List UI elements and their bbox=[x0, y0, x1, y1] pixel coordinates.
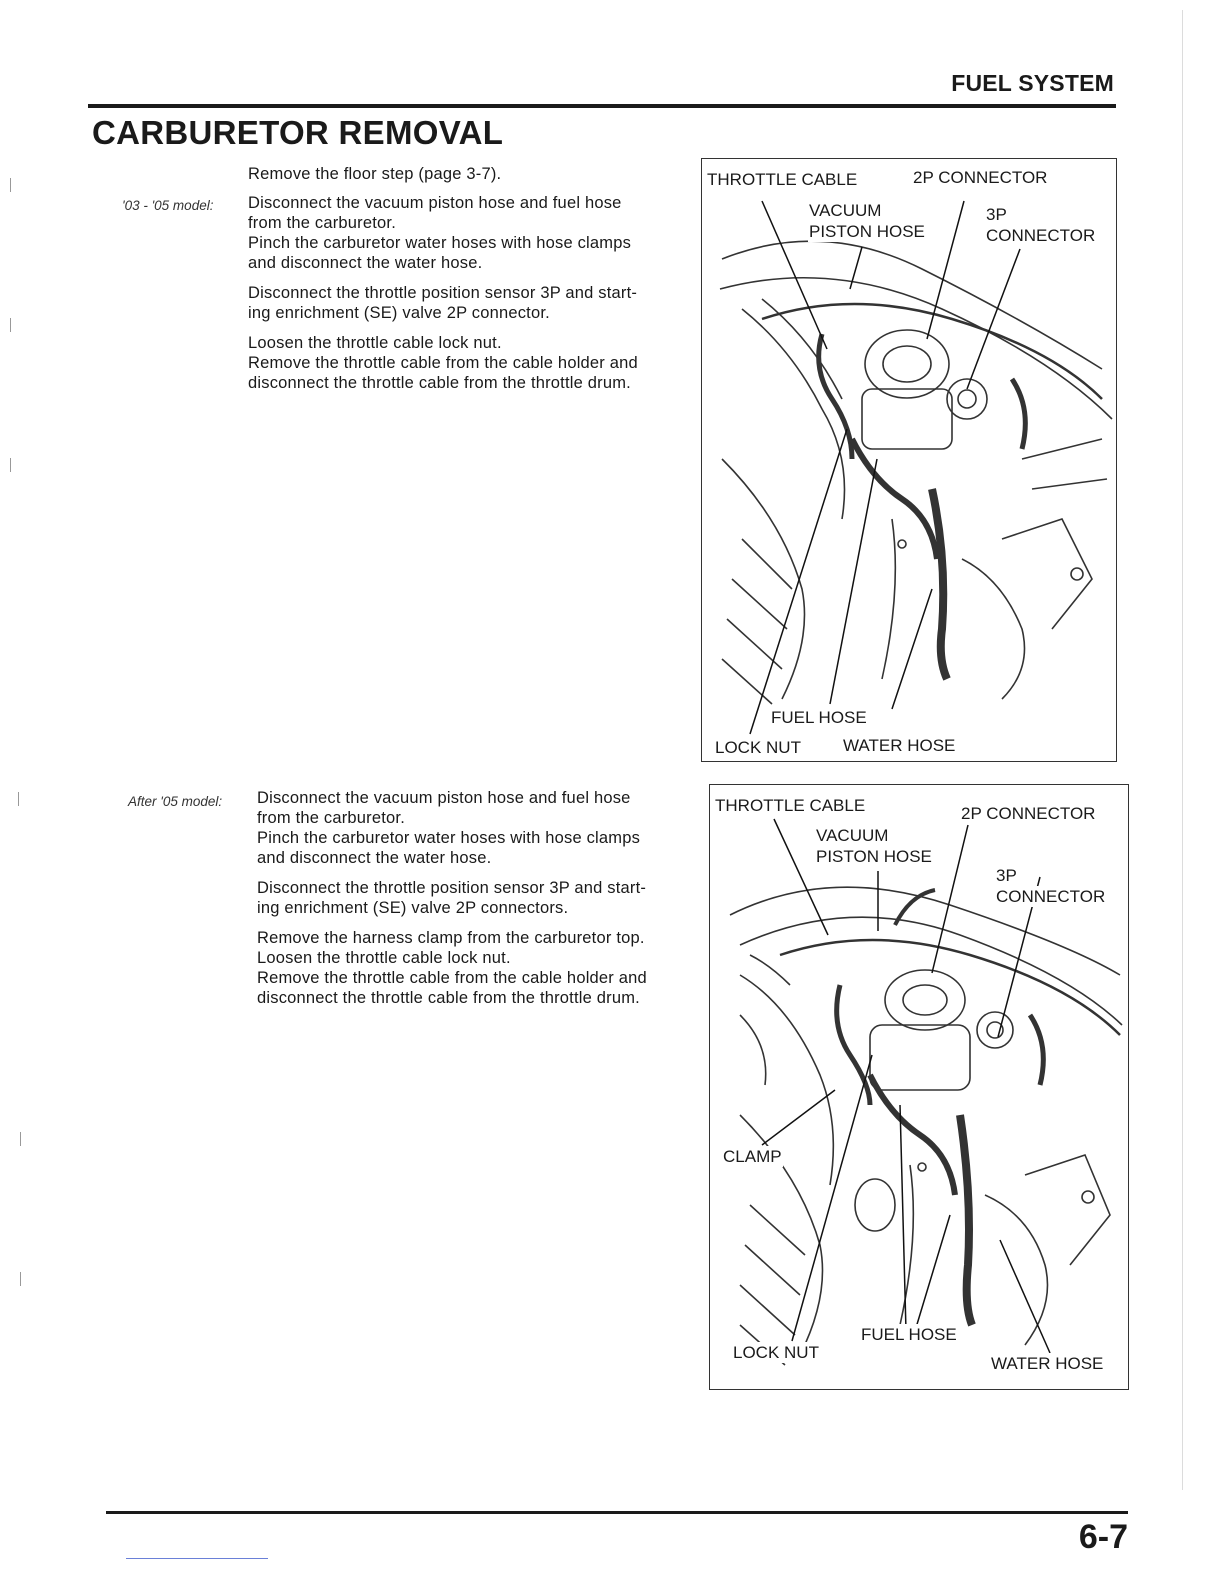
bottom-rule bbox=[106, 1511, 1128, 1514]
page-title: CARBURETOR REMOVAL bbox=[92, 114, 504, 151]
margin-mark bbox=[20, 1132, 21, 1146]
carburetor-illustration bbox=[710, 785, 1128, 1389]
footer-link-underline bbox=[126, 1558, 268, 1559]
text-line: Disconnect the vacuum piston hose and fuel hose bbox=[257, 789, 631, 807]
label-fuel-hose: FUEL HOSE bbox=[771, 708, 867, 727]
label-piston-hose: PISTON HOSE bbox=[816, 847, 932, 866]
label-2p-connector: 2P CONNECTOR bbox=[961, 804, 1096, 823]
text-line: Disconnect the throttle position sensor 3P and start- bbox=[248, 284, 638, 302]
text-line: disconnect the throttle cable from the throttle drum. bbox=[257, 989, 640, 1007]
section2-paragraph-2 bbox=[257, 878, 691, 918]
label-vacuum: VACUUM bbox=[809, 201, 882, 220]
section1-paragraph-3 bbox=[248, 333, 684, 393]
carburetor-illustration bbox=[702, 159, 1116, 761]
label-piston-hose: PISTON HOSE bbox=[809, 222, 925, 241]
margin-mark bbox=[10, 178, 11, 192]
text-line: from the carburetor. bbox=[257, 809, 405, 827]
label-vacuum: VACUUM bbox=[816, 826, 889, 845]
label-2p-connector: 2P CONNECTOR bbox=[913, 168, 1048, 187]
margin-mark bbox=[20, 1272, 21, 1286]
text-line: and disconnect the water hose. bbox=[248, 254, 483, 272]
label-connector: CONNECTOR bbox=[986, 226, 1096, 245]
label-throttle-cable: THROTTLE CABLE bbox=[707, 170, 858, 189]
section2-paragraph-3 bbox=[257, 928, 691, 1008]
text-line: disconnect the throttle cable from the throttle drum. bbox=[248, 374, 631, 392]
section2-steps bbox=[257, 788, 691, 1018]
margin-mark bbox=[10, 458, 11, 472]
text-line: Disconnect the vacuum piston hose and fuel hose bbox=[248, 194, 622, 212]
text-line: Disconnect the throttle position sensor 3P and start- bbox=[257, 879, 647, 897]
page-number: 6-7 bbox=[1078, 1518, 1128, 1556]
label-throttle-cable: THROTTLE CABLE bbox=[715, 796, 866, 815]
section-header: FUEL SYSTEM bbox=[951, 70, 1114, 96]
label-lock-nut: LOCK NUT bbox=[715, 738, 801, 757]
margin-mark bbox=[10, 318, 11, 332]
model-label-03-05: '03 - '05 model: bbox=[122, 198, 214, 213]
label-connector: CONNECTOR bbox=[996, 887, 1106, 906]
carburetor-diagram-03-05 bbox=[701, 158, 1117, 762]
text-line: Pinch the carburetor water hoses with hose clamps bbox=[257, 829, 641, 847]
section1-paragraph-2 bbox=[248, 283, 684, 323]
top-rule bbox=[88, 104, 1116, 108]
text-line: ing enrichment (SE) valve 2P connectors. bbox=[257, 899, 569, 917]
text-line: Remove the harness clamp from the carburetor top. bbox=[257, 929, 645, 947]
label-3p: 3P bbox=[996, 866, 1017, 885]
model-label-after-05: After '05 model: bbox=[128, 794, 223, 809]
section2-paragraph-1 bbox=[257, 788, 691, 868]
label-3p: 3P bbox=[986, 205, 1007, 224]
label-fuel-hose: FUEL HOSE bbox=[861, 1325, 957, 1344]
text-line: Remove the throttle cable from the cable holder and bbox=[257, 969, 647, 987]
section1-paragraph-1 bbox=[248, 193, 684, 273]
text-line: Loosen the throttle cable lock nut. bbox=[248, 334, 502, 352]
label-water-hose: WATER HOSE bbox=[843, 736, 956, 755]
text-line: from the carburetor. bbox=[248, 214, 396, 232]
carburetor-diagram-after-05 bbox=[709, 784, 1129, 1390]
text-line: and disconnect the water hose. bbox=[257, 849, 492, 867]
text-line: Loosen the throttle cable lock nut. bbox=[257, 949, 511, 967]
intro-text: Remove the floor step (page 3-7). bbox=[248, 165, 502, 183]
label-water-hose: WATER HOSE bbox=[991, 1354, 1104, 1373]
text-line: ing enrichment (SE) valve 2P connector. bbox=[248, 304, 550, 322]
text-line: Pinch the carburetor water hoses with hose clamps bbox=[248, 234, 632, 252]
margin-mark bbox=[18, 792, 19, 806]
scan-edge-line bbox=[1182, 10, 1183, 1490]
label-lock-nut: LOCK NUT bbox=[733, 1343, 819, 1362]
label-clamp: CLAMP bbox=[723, 1147, 782, 1166]
section1-steps bbox=[248, 193, 684, 403]
text-line: Remove the throttle cable from the cable holder and bbox=[248, 354, 638, 372]
